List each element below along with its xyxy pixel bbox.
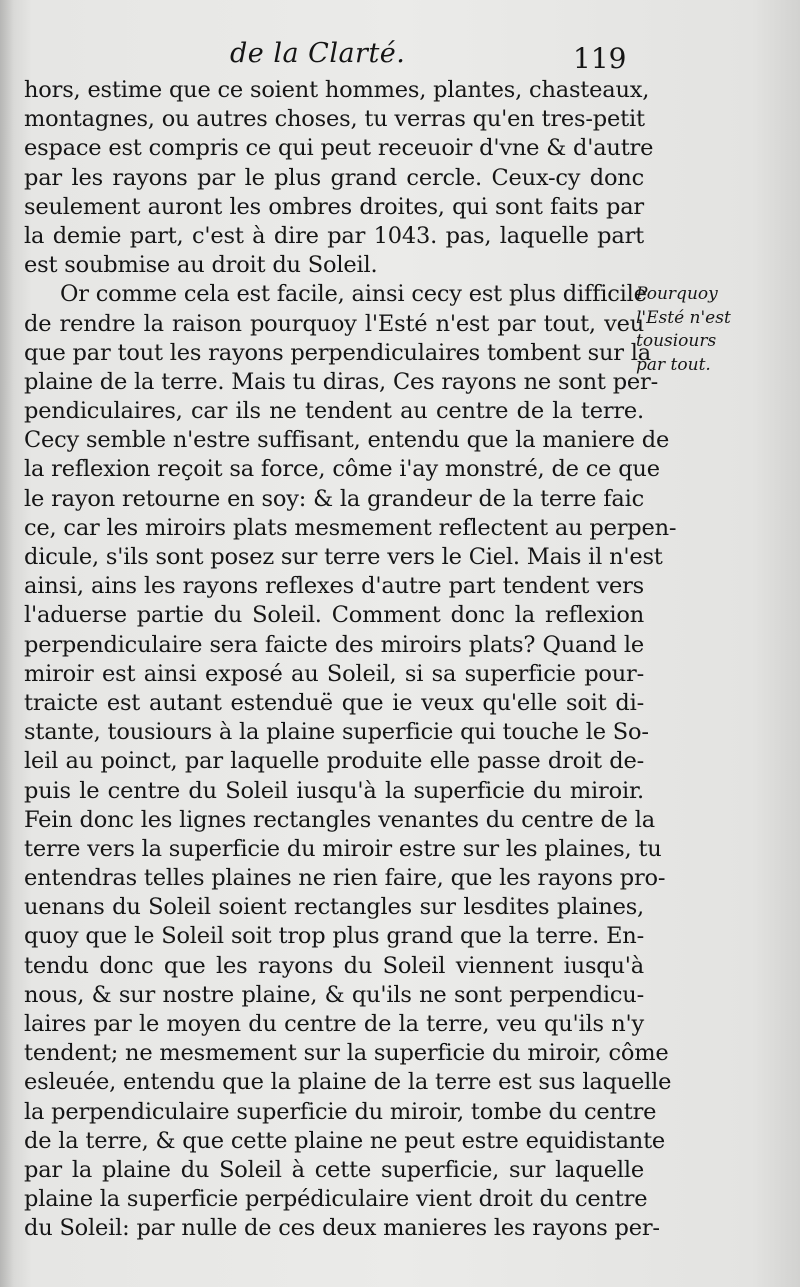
text-line: ainsi, ains les rayons reflexes d'autre part tendent vers: [24, 573, 644, 600]
margin-note-line: Pourquoy: [636, 284, 718, 304]
margin-note-line: l'Esté n'est: [636, 307, 731, 328]
text-line: montagnes, ou autres choses, tu verras qu'en tres-petit: [24, 106, 645, 133]
text-line: laires par le moyen du centre de la terre, veu qu'ils n'y: [24, 1011, 644, 1037]
text-line: espace est compris ce qui peut receuoir d'vne & d'autre: [24, 135, 654, 162]
text-line: la reflexion reçoit sa force, côme i'ay monstré, de ce que: [24, 456, 660, 483]
text-line: esleuée, entendu que la plaine de la terre est sus laquelle: [24, 1069, 672, 1096]
margin-note: [636, 283, 731, 377]
text-line: de rendre la raison pourquoy l'Esté n'est par tout, veu: [24, 310, 644, 337]
text-line: pendiculaires, car ils ne tendent au centre de la terre.: [24, 398, 644, 425]
text-line: terre vers la superficie du miroir estre sur les plaines, tu: [24, 835, 662, 862]
text-line: Cecy semble n'estre suffisant, entendu que la maniere de: [24, 427, 670, 454]
text-line: uenans du Soleil soient rectangles sur lesdites plaines,: [24, 894, 644, 921]
text-line: dicule, s'ils sont posez sur terre vers le Ciel. Mais il n'est: [24, 544, 663, 570]
text-line: perpendiculaire sera faicte des miroirs plats? Quand le: [24, 631, 644, 658]
text-line: hors, estime que ce soient hommes, plantes, chasteaux,: [24, 77, 650, 103]
running-title: de la Clarté.: [230, 38, 406, 69]
paragraph-start-line: Or comme cela est facile, ainsi cecy est plus difficile: [60, 281, 647, 308]
text-line: tendent; ne mesmement sur la superficie du miroir, côme: [24, 1040, 669, 1067]
gutter-shadow: [0, 0, 14, 1287]
text-line: du Soleil: par nulle de ces deux manieres les rayons per-: [24, 1215, 660, 1242]
text-line: tendu donc que les rayons du Soleil viennent iusqu'à: [24, 952, 644, 979]
text-line: nous, & sur nostre plaine, & qu'ils ne sont perpendicu-: [24, 981, 644, 1008]
page-number: 119: [573, 42, 627, 75]
text-line: la perpendiculaire superficie du miroir, tombe du centre: [24, 1098, 657, 1125]
text-line: de la terre, & que cette plaine ne peut estre equidistante: [24, 1127, 666, 1154]
text-line: plaine de la terre. Mais tu diras, Ces rayons ne sont per-: [24, 368, 659, 395]
text-line: le rayon retourne en soy: & la grandeur de la terre faic: [24, 485, 644, 512]
text-line: quoy que le Soleil soit trop plus grand que la terre. En-: [24, 923, 644, 950]
text-line: Fein donc les lignes rectangles venantes du centre de la: [24, 806, 655, 833]
text-line: ce, car les miroirs plats mesmement reflectent au perpen-: [24, 514, 677, 541]
text-line: miroir est ainsi exposé au Soleil, si sa superficie pour-: [24, 660, 644, 687]
text-line: entendras telles plaines ne rien faire, que les rayons pro-: [24, 865, 666, 892]
text-line: est soubmise au droit du Soleil.: [24, 252, 378, 279]
text-line: plaine la superficie perpédiculaire vient droit du centre: [24, 1186, 648, 1213]
text-line: par la plaine du Soleil à cette superficie, sur laquelle: [24, 1156, 644, 1183]
text-line: stante, tousiours à la plaine superficie qui touche le So-: [24, 719, 649, 746]
text-line: la demie part, c'est à dire par 1043. pas, laquelle part: [24, 222, 644, 249]
text-line: traicte est autant estenduë que ie veux qu'elle soit di-: [24, 689, 644, 716]
text-line: que par tout les rayons perpendiculaires tombent sur la: [24, 339, 652, 366]
margin-note-line: tousiours: [636, 331, 717, 351]
text-line: l'aduerse partie du Soleil. Comment donc la reflexion: [24, 602, 644, 629]
margin-note-line: par tout.: [636, 354, 711, 375]
text-line: puis le centre du Soleil iusqu'à la superficie du miroir.: [24, 777, 644, 804]
text-line: leil au poinct, par laquelle produite elle passe droit de-: [24, 748, 644, 775]
text-line: par les rayons par le plus grand cercle. Ceux-cy donc: [24, 164, 644, 191]
text-line: seulement auront les ombres droites, qui sont faits par: [24, 193, 644, 220]
body-text: [24, 76, 677, 1244]
